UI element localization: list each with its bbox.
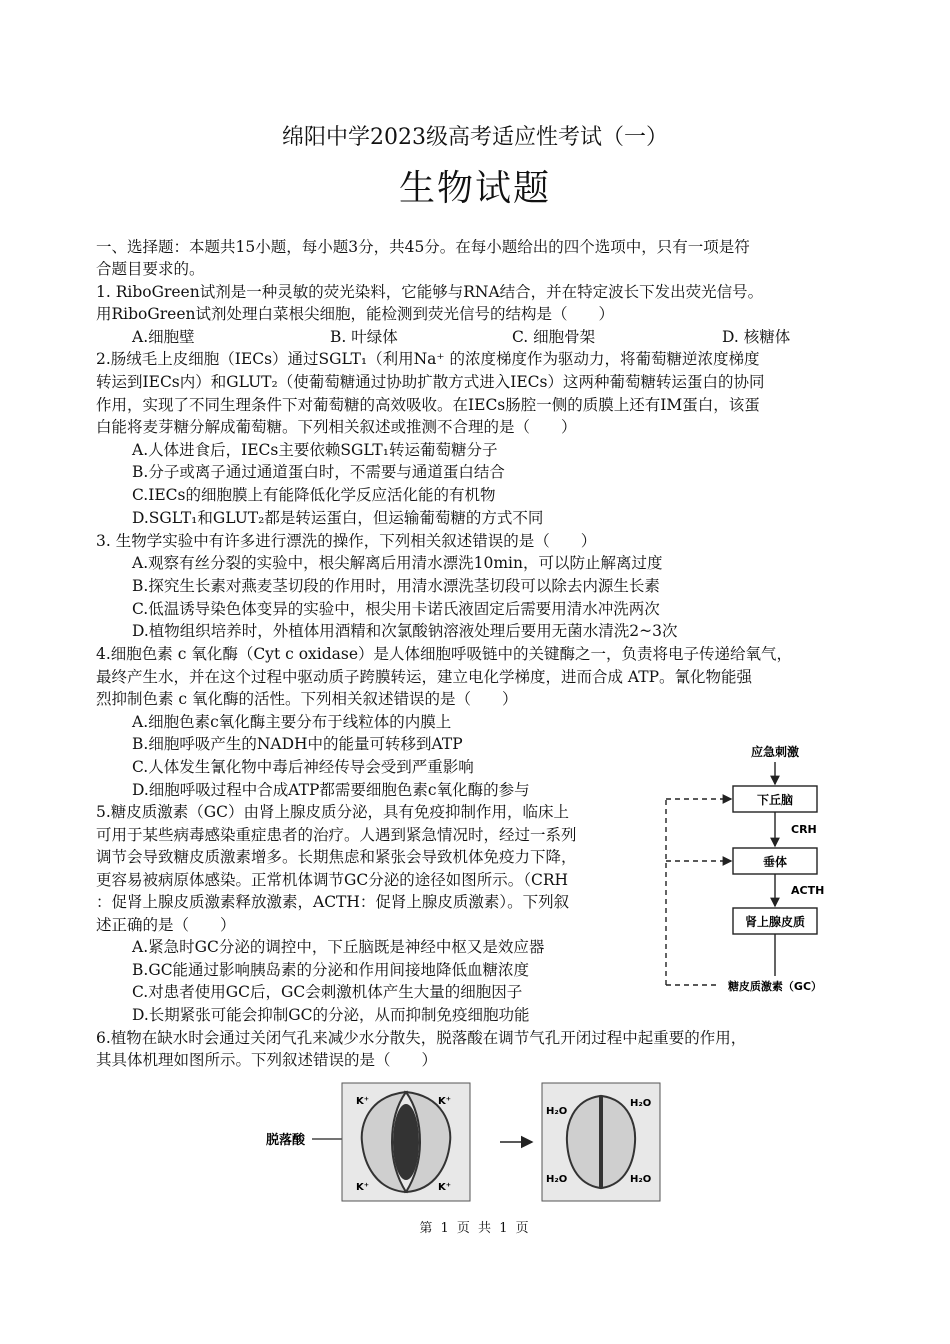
flow-arrow1-label: CRH	[791, 823, 817, 836]
q5-option-b[interactable]: B.GC能通过影响胰岛素的分泌和作用间接地降低血糖浓度	[132, 961, 530, 979]
q5-option-a[interactable]: A.紧急时GC分泌的调控中，下丘脑既是神经中枢又是效应器	[132, 938, 545, 956]
q4-option-b[interactable]: B.细胞呼吸产生的NADH中的能量可转移到ATP	[132, 735, 463, 753]
q2-stem-line4: 白能将麦芽糖分解成葡萄糖。下列相关叙述或推测不合理的是（ ）	[96, 418, 577, 436]
q5-stem-line6: 述正确的是（ ）	[96, 916, 236, 934]
q3-option-b[interactable]: B.探究生长素对燕麦茎切段的作用时，用清水漂洗茎切段可以除去内源生长素	[132, 577, 660, 595]
q1-stem-line2: 用RiboGreen试剂处理白菜根尖细胞，能检测到荧光信号的结构是（ ）	[96, 305, 615, 323]
q1-option-d[interactable]: D. 核糖体	[722, 328, 791, 346]
section-heading-line2: 合题目要求的。	[96, 260, 205, 278]
k-ion-label: K⁺	[438, 1096, 452, 1107]
q5-option-d[interactable]: D.长期紧张可能会抑制GC的分泌，从而抑制免疫细胞功能	[132, 1006, 530, 1024]
q4-stem-line2: 最终产生水，并在这个过程中驱动质子跨膜转运，建立电化学梯度，进而合成 ATP。氰化物能强	[96, 668, 753, 686]
aba-label: 脱落酸	[266, 1133, 306, 1148]
q1-stem-line1: 1. RiboGreen试剂是一种灵敏的荧光染料，它能够与RNA结合，并在特定波长下发出荧光信号。	[96, 283, 764, 301]
q1-option-c[interactable]: C. 细胞骨架	[512, 328, 596, 346]
k-ion-label: K⁺	[356, 1096, 370, 1107]
section-heading-line1: 一、选择题：本题共15小题，每小题3分，共45分。在每小题给出的四个选项中，只有一项是符	[96, 238, 750, 256]
water-label: H₂O	[630, 1174, 652, 1185]
q2-stem-line2: 转运到IECs内）和GLUT₂（使葡萄糖通过协助扩散方式进入IECs）这两种葡萄糖转运蛋白的协同	[96, 373, 765, 391]
water-label: H₂O	[630, 1098, 652, 1109]
water-label: H₂O	[546, 1106, 568, 1117]
q1-option-a[interactable]: A.细胞壁	[132, 328, 195, 346]
q5-stem-line1: 5.糖皮质激素（GC）由肾上腺皮质分泌，具有免疫抑制作用，临床上	[96, 803, 570, 821]
k-ion-label: K⁺	[438, 1182, 452, 1193]
flow-box1-label: 下丘脑	[756, 793, 794, 807]
q3-option-a[interactable]: A.观察有丝分裂的实验中，根尖解离后用清水漂洗10min，可以防止解离过度	[132, 554, 663, 572]
q6-stem-line1: 6.植物在缺水时会通过关闭气孔来减少水分散失，脱落酸在调节气孔开闭过程中起重要的作用，	[96, 1029, 747, 1047]
stoma-open-panel	[342, 1083, 470, 1201]
q3-option-c[interactable]: C.低温诱导染色体变异的实验中，根尖用卡诺氏液固定后需要用清水冲洗两次	[132, 600, 660, 618]
flow-bottom-label: 糖皮质激素（GC）	[727, 980, 823, 993]
q5-stem-line5: ：促肾上腺皮质激素释放激素，ACTH：促肾上腺皮质激素）。下列叙	[96, 893, 570, 911]
page-footer: 第 1 页 共 1 页	[419, 1221, 531, 1236]
q1-option-b[interactable]: B. 叶绿体	[330, 328, 398, 346]
q4-option-c[interactable]: C.人体发生氰化物中毒后神经传导会受到严重影响	[132, 758, 474, 776]
stoma-closed-panel	[542, 1083, 660, 1201]
flow-box3-label: 肾上腺皮质	[744, 915, 806, 929]
q2-stem-line3: 作用，实现了不同生理条件下对葡萄糖的高效吸收。在IECs肠腔一侧的质膜上还有IM蛋白，该蛋	[96, 396, 760, 414]
exam-title: 绵阳中学2023级高考适应性考试（一）	[282, 125, 668, 150]
q3-option-d[interactable]: D.植物组织培养时，外植体用酒精和次氯酸钠溶液处理后要用无菌水清洗2~3次	[132, 622, 678, 640]
k-ion-label: K⁺	[356, 1182, 370, 1193]
flow-arrow2-label: ACTH	[791, 884, 825, 897]
water-label: H₂O	[546, 1174, 568, 1185]
q2-stem-line1: 2.肠绒毛上皮细胞（IECs）通过SGLT₁（利用Na⁺ 的浓度梯度作为驱动力，将葡萄糖逆浓度梯度	[96, 350, 760, 368]
q2-option-d[interactable]: D.SGLT₁和GLUT₂都是转运蛋白，但运输葡萄糖的方式不同	[132, 509, 544, 527]
q5-option-c[interactable]: C.对患者使用GC后，GC会刺激机体产生大量的细胞因子	[132, 983, 523, 1001]
gc-regulation-flowchart	[660, 740, 850, 1000]
flow-box2-label: 垂体	[762, 855, 788, 869]
flow-top-label: 应急刺激	[750, 745, 800, 759]
stomata-figure	[260, 1078, 690, 1208]
q4-stem-line3: 烈抑制色素 c 氧化酶的活性。下列相关叙述错误的是（ ）	[96, 690, 518, 708]
q4-option-d[interactable]: D.细胞呼吸过程中合成ATP都需要细胞色素c氧化酶的参与	[132, 781, 530, 799]
exam-subject-title: 生物试题	[398, 168, 551, 209]
q5-stem-line2: 可用于某些病毒感染重症患者的治疗。人遇到紧急情况时，经过一系列	[96, 826, 577, 844]
q5-stem-line3: 调节会导致糖皮质激素增多。长期焦虑和紧张会导致机体免疫力下降，	[96, 848, 577, 866]
q4-option-a[interactable]: A.细胞色素c氧化酶主要分布于线粒体的内膜上	[132, 713, 452, 731]
q3-stem-line1: 3. 生物学实验中有许多进行漂洗的操作，下列相关叙述错误的是（ ）	[96, 532, 597, 550]
q2-option-c[interactable]: C.IECs的细胞膜上有能降低化学反应活化能的有机物	[132, 486, 496, 504]
q4-stem-line1: 4.细胞色素 c 氧化酶（Cyt c oxidase）是人体细胞呼吸链中的关键酶之一，负责将电子传递给氧气，	[96, 645, 793, 663]
q1-options	[0, 325, 950, 347]
q2-option-a[interactable]: A.人体进食后，IECs主要依赖SGLT₁转运葡萄糖分子	[132, 441, 498, 459]
q2-option-b[interactable]: B.分子或离子通过通道蛋白时，不需要与通道蛋白结合	[132, 463, 505, 481]
q5-stem-line4: 更容易被病原体感染。正常机体调节GC分泌的途径如图所示。（CRH	[96, 871, 569, 889]
q6-stem-line2: 其具体机理如图所示。下列叙述错误的是（ ）	[96, 1051, 438, 1069]
